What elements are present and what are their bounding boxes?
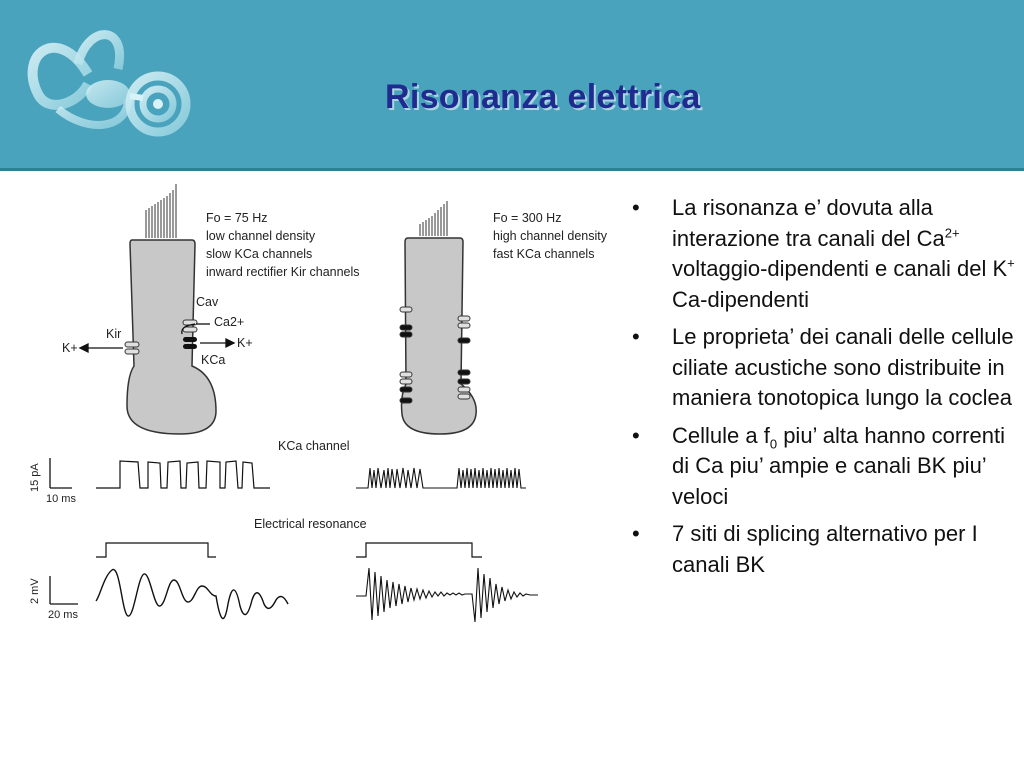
bullet-item: • Cellule a $f_0$ piu’ alta hanno correnti di Ca piu’ ampie e canali BK piu’ veloci: [632, 422, 1005, 509]
slow-resonance-trace: [96, 570, 288, 619]
param-frequency: Fo = 75 Hz: [206, 211, 268, 225]
voltage-scale-bar: [50, 576, 78, 604]
hair-cell-high-frequency: [400, 201, 476, 434]
hair-cell-figure: [20, 176, 610, 646]
bullet-list: [628, 193, 1020, 587]
resonance-title: Electrical resonance: [254, 517, 367, 531]
kir-label: Kir: [106, 327, 122, 341]
fast-resonance-trace: [356, 568, 538, 622]
ca-label: Ca2+: [214, 315, 245, 329]
inner-ear-icon: [18, 14, 198, 154]
current-time-label: 10 ms: [46, 493, 76, 505]
param-frequency-high: Fo = 300 Hz: [493, 211, 562, 225]
voltage-time-label: 20 ms: [48, 609, 78, 621]
right-cell-params: [493, 211, 608, 261]
param-kca-fast: fast KCa channels: [493, 247, 595, 261]
slow-kca-trace: [96, 461, 270, 488]
k-out-right-label: K+: [237, 336, 253, 350]
k-out-label: K+: [62, 341, 78, 355]
param-kca-speed: slow KCa channels: [206, 247, 313, 261]
bullet-item: • Le proprieta’ dei canali delle cellule ciliate acustiche sono distribuite in maniera tonotopica lungo la coclea: [632, 324, 1014, 410]
param-density: low channel density: [206, 229, 316, 243]
param-density-high: high channel density: [493, 229, 607, 243]
stimulus-step-right: [356, 543, 482, 557]
fast-kca-trace: [356, 468, 526, 488]
kca-label: KCa: [201, 353, 226, 367]
bullet-item: • La risonanza e’ dovuta alla interazione tra canali del $Ca^{2+}$ voltaggio-dipendenti e canali del K+ Ca-dipendenti: [632, 195, 1015, 312]
header-divider: [0, 168, 1024, 171]
param-kir: inward rectifier Kir channels: [206, 265, 360, 279]
bullet-item: • 7 siti di splicing alternativo per I canali BK: [632, 521, 978, 577]
channel-trace-title: KCa channel: [278, 439, 350, 453]
cav-label: Cav: [196, 295, 219, 309]
current-amplitude-label: 15 pA: [29, 463, 41, 492]
stimulus-step-left: [96, 543, 216, 557]
voltage-amplitude-label: 2 mV: [29, 578, 41, 604]
slide-title: Risonanza elettrica: [385, 78, 701, 116]
left-cell-params: [206, 211, 360, 279]
current-scale-bar: [50, 458, 72, 488]
